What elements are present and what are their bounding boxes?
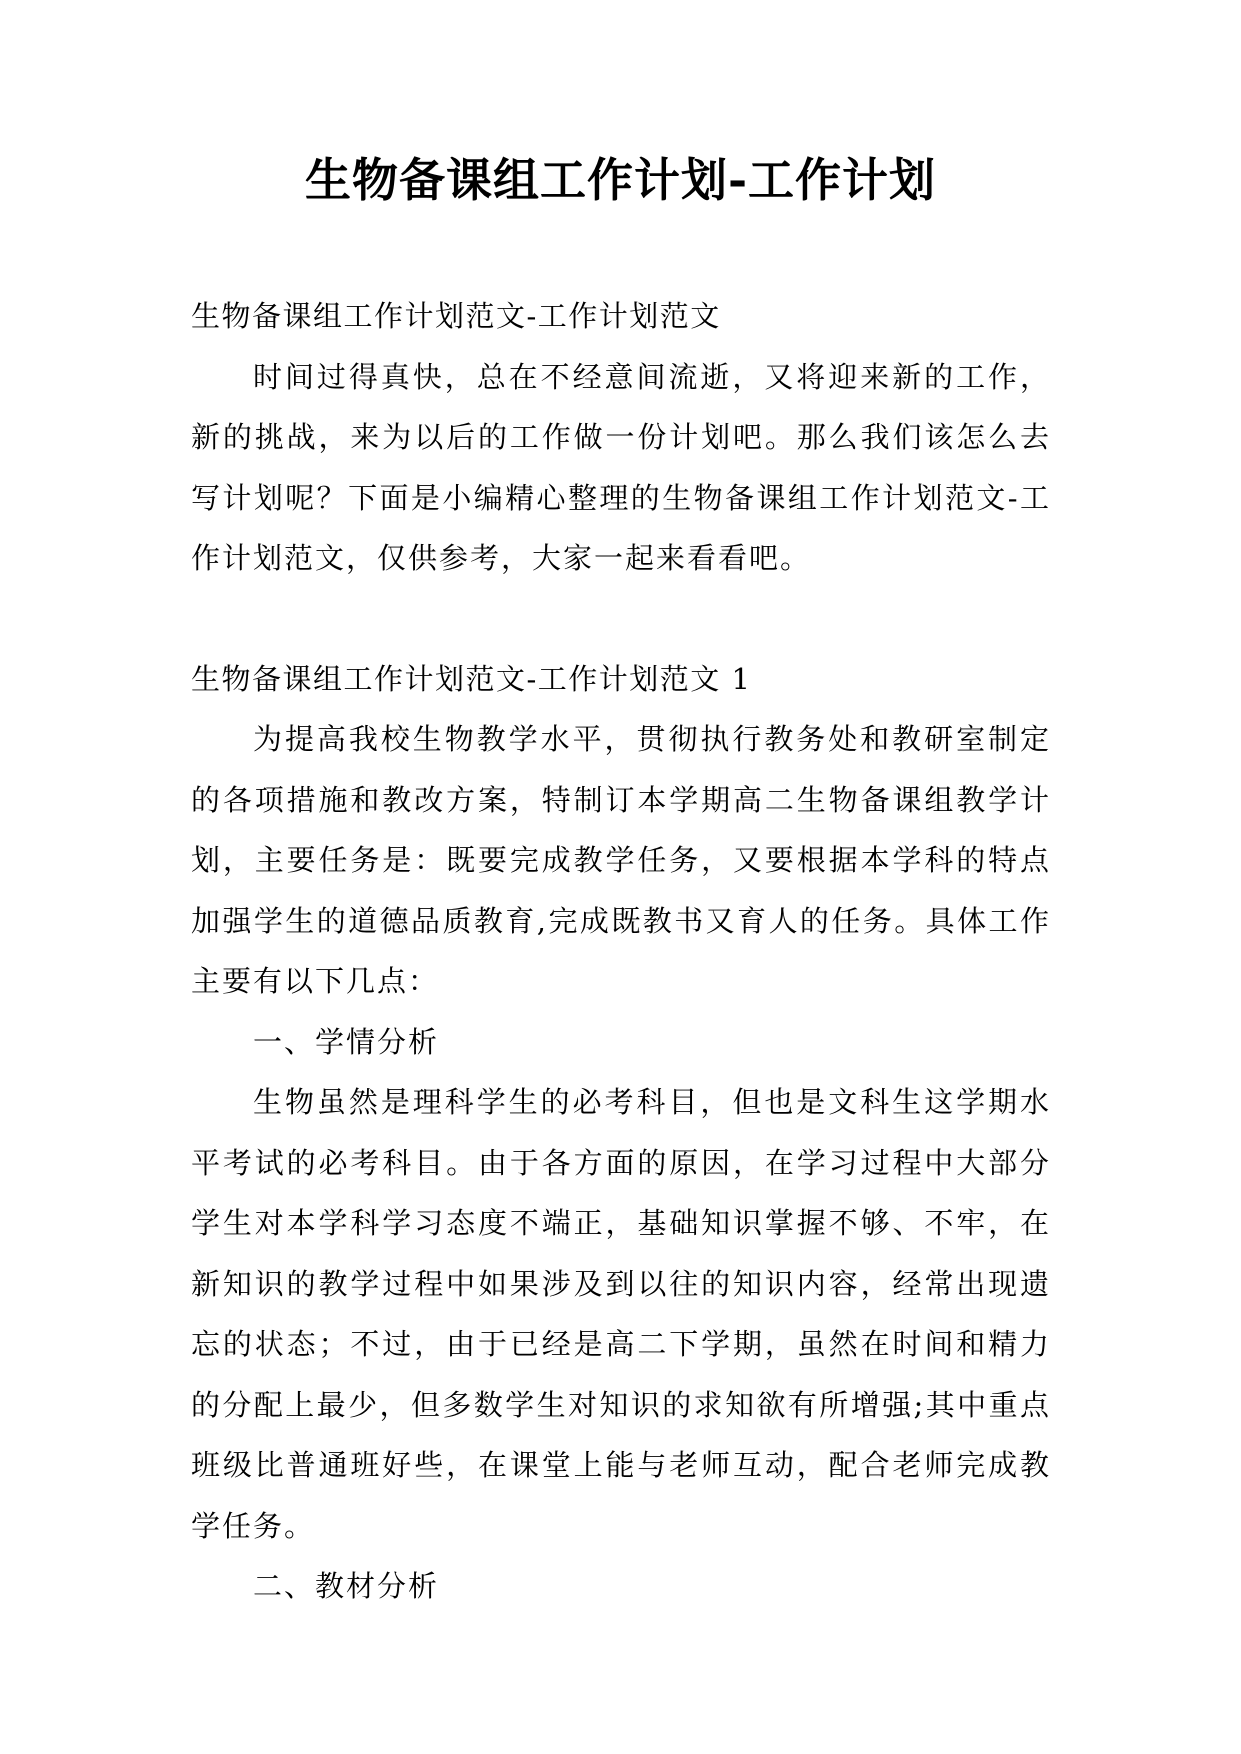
section-heading-learning-analysis: 一、学情分析 <box>253 1024 440 1059</box>
intro-paragraph: 时间过得真快，总在不经意间流逝，又将迎来新的工作，新的挑战，来为以后的工作做一份计划吧。那么我们该怎么去写计划呢？下面是小编精心整理的生物备课组工作计划范文-工作计划范文，仅供参考，大家一起来看看吧。 <box>191 359 1051 575</box>
subtitle-line: 生物备课组工作计划范文-工作计划范文 <box>191 299 721 333</box>
section-title: 生物备课组工作计划范文-工作计划范文 1 <box>191 661 752 696</box>
body-paragraph: 生物虽然是理科学生的必考科目，但也是文科生这学期水平考试的必考科目。由于各方面的原因，在学习过程中大部分学生对本学科学习态度不端正，基础知识掌握不够、不牢，在新知识的教学过程中如果涉及到以往的知识内容，经常出现遗忘的状态；不过，由于已经是高二下学期，虽然在时间和精力的分配上最少，但多数学生对知识的求知欲有所增强;其中重点班级比普通班好些，在课堂上能与老师互动，配合老师完成教学任务。 <box>191 1085 1051 1543</box>
body-paragraph: 为提高我校生物教学水平，贯彻执行教务处和教研室制定的各项措施和教改方案，特制订本学期高二生物备课组教学计划，主要任务是：既要完成教学任务，又要根据本学科的特点加强学生的道德品质教育,完成既教书又育人的任务。具体工作主要有以下几点： <box>191 722 1051 998</box>
document-title: 生物备课组工作计划-工作计划 <box>304 153 937 207</box>
document-body <box>191 286 1051 1617</box>
section-heading-textbook-analysis: 二、教材分析 <box>253 1569 440 1603</box>
